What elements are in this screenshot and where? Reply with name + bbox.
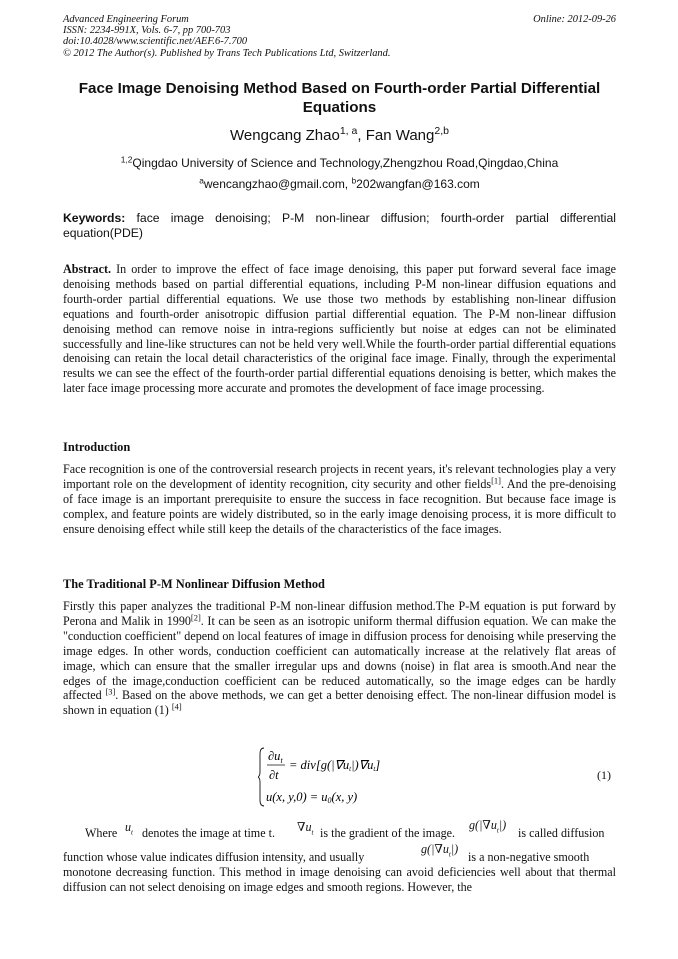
where-math-g-sub: t (496, 826, 499, 835)
eq-rhs-sub2: t (373, 765, 376, 773)
author-separator: , (357, 127, 366, 144)
pm-text-3: . Based on the above methods, we can get a better denoising effect. The non-linear diffusion model is shown in equation (1) (63, 688, 616, 718)
keywords-text: face image denoising; P-M non-linear diffusion; fourth-order partial differential equation(PDE) (63, 211, 616, 240)
eq-num-sub: t (280, 756, 283, 765)
equation-1 (258, 746, 398, 808)
svg-text:∂ut (268, 749, 283, 765)
function-math-g-end: |) (450, 842, 459, 856)
author-1: Wengcang Zhao (230, 127, 340, 144)
abstract-label: Abstract. (63, 262, 112, 276)
function-text-1: function whose value indicates diffusion intensity, and usually (63, 850, 365, 864)
eq-init-sub: 0 (327, 796, 332, 805)
doi-line: doi:10.4028/www.scientific.net/AEF.6-7.700 (63, 36, 248, 48)
function-text-3: monotone decreasing function. This method in image denoising can avoid deficiencies well about that thermal diffusion can not select denoising on image edges and smooth regions. However, the (63, 865, 616, 894)
where-text-2: denotes the image at time t. (142, 826, 275, 840)
svg-text:= div[g(|∇ut|)∇ut] (289, 758, 380, 773)
where-math-g: g(|∇u (469, 818, 497, 832)
keywords-block (63, 211, 616, 241)
introduction-heading: Introduction (63, 440, 131, 454)
ref-1: [1] (491, 475, 501, 486)
function-math-g: g(|∇u (421, 842, 449, 856)
where-text-4: is called diffusion (518, 826, 605, 840)
ref-3: [3] (105, 686, 116, 697)
author-2: Fan Wang (365, 127, 435, 144)
author-1-affil: 1, a (339, 125, 358, 138)
pm-section-heading: The Traditional P-M Nonlinear Diffusion Method (63, 577, 325, 591)
equation-brace (258, 748, 264, 806)
where-math-grad-sub: t (311, 828, 314, 837)
issn-line: ISSN: 2234-991X, Vols. 6-7, pp 700-703 (63, 25, 231, 37)
where-math-grad: ∇u (297, 820, 312, 834)
pm-paragraph (63, 599, 616, 718)
function-text-2: is a non-negative smooth (468, 850, 590, 864)
where-text-1: Where (85, 826, 118, 840)
eq-denominator: ∂t (269, 768, 279, 782)
svg-text:u(x, y,0) = u0(x, y) (266, 790, 357, 805)
abstract-block (63, 262, 616, 396)
keywords-label: Keywords: (63, 211, 126, 225)
affiliation (63, 156, 616, 170)
author-line (63, 127, 616, 144)
intro-text-1: Face recognition is one of the controversial research projects in recent years, it's relevant technologies play a very important role on the development of identity recognition, city security and other fields (63, 462, 616, 491)
function-math-g-sub: t (448, 850, 451, 859)
online-date: Online: 2012-09-26 (533, 14, 616, 25)
where-math-u: u (125, 820, 132, 834)
eq-init-rhs: (x, y) (331, 790, 358, 804)
where-math-g-end: |) (498, 818, 507, 832)
ref-2: [2] (190, 612, 201, 623)
author-2-affil: 2,b (434, 125, 449, 138)
copyright-line: © 2012 The Author(s). Published by Trans Tech Publications Ltd, Switzerland. (63, 47, 391, 59)
email-b-sup: b (351, 175, 357, 186)
pm-text-2: . It can be seen as an isotropic uniform thermal diffusion equation. We can make the "conduction coefficient" depend on local features of image in diffusion process for denoising while preserving the image edges. In other words, conduction coefficient can automatically increase at the relatively flat areas of image, which can ensure that the smaller irregular ups and downs (noise) in flat area is smooth.And near the edges of the image,conduction coefficient can be reduced automatically, so the image edges can be hardly affected (63, 613, 616, 703)
where-math-u-sub: t (131, 828, 133, 837)
where-text-3: is the gradient of the image. (320, 826, 456, 840)
email-b: 202wangfan@163.com (356, 177, 480, 191)
eq-rhs-end: ] (375, 758, 381, 772)
eq-numerator: ∂u (268, 749, 281, 763)
email-a: wencangzhao@gmail.com, (203, 177, 352, 191)
eq-rhs: = div[g(|∇u (289, 758, 350, 772)
affiliation-sup: 1,2 (120, 154, 133, 165)
journal-header (63, 14, 616, 59)
email-line (63, 177, 616, 191)
eq-init-lhs: u(x, y,0) = u (266, 790, 328, 804)
intro-text-2: . And the pre-denoising of face image is an important prerequisite to ensure the success in face recognition. But because face image is complex, and feature points are widely distributed, so in the early image denoising process, it is more difficult to ensure denoising effect while still keep the details of the characteristics of the face images. (63, 476, 616, 536)
eq-rhs-mid: |)∇u (351, 758, 374, 772)
introduction-paragraph (63, 462, 616, 537)
abstract-text: In order to improve the effect of face image denoising, this paper put forward several face image denoising methods based on partial differential equations, including P-M non-linear diffusion equations and fourth-order partial differential equations. We use those two methods by establishing non-linear diffusion equations and fourth-order anisotropic diffusion partial differential equation. The P-M non-linear diffusion denoising method can remove noise in intra-regions sufficiently but noise at edges can not be eliminated successfully and line-like structures can not be held very well.While the fourth-order partial differential equations denoising can retain the local detail characteristics of the original face image. Finally, through the experimental results we can see the effect of the fourth-order partial differential equations denoising is better, which makes the later face image processing more accurate and promotes the development of face image processing. (63, 262, 616, 396)
eq-rhs-sub: t (349, 765, 352, 773)
journal-name: Advanced Engineering Forum (63, 14, 189, 25)
email-a-sup: a (199, 175, 204, 186)
affiliation-text: Qingdao University of Science and Technology,Zhengzhou Road,Qingdao,China (132, 156, 559, 170)
pm-text-1: Firstly this paper analyzes the traditional P-M non-linear diffusion method.The P-M equation is put forward by Perona and Malik in 1990 (63, 599, 616, 628)
ref-4: [4] (171, 701, 182, 712)
paper-title: Face Image Denoising Method Based on Fourth-order Partial Differential Equations (78, 80, 601, 116)
equation-number: (1) (597, 768, 611, 782)
